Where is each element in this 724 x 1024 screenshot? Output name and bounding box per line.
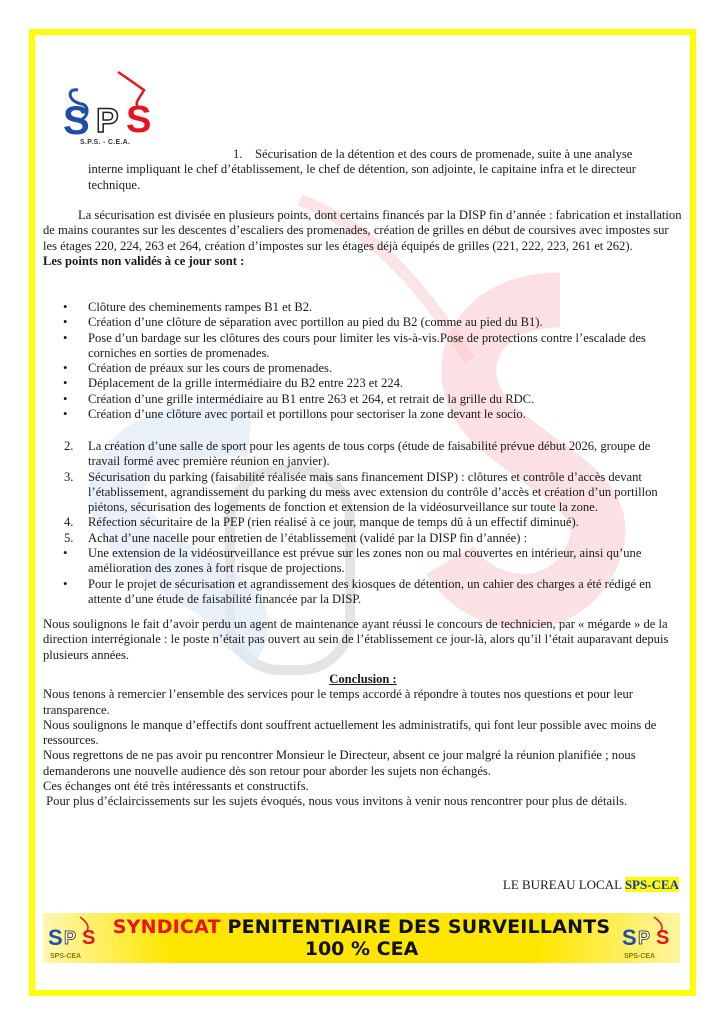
- banner-logo-right: [620, 915, 680, 961]
- intro-block: [43, 208, 683, 269]
- banner-line-1: [43, 916, 680, 938]
- item-marker: 3.: [64, 469, 74, 484]
- list-item: • Une extension de la vidéosurveillance est prévue sur les zones non ou mal couvertes en intérieur, ainsi qu’une amélioration des zones à fort risque de projections.: [63, 546, 642, 576]
- logo-letter-p: P: [96, 102, 119, 140]
- conclusion-line: Pour plus d’éclaircissements sur les sujets évoqués, nous vous invitons à venir nous rencontrer pour plus de détails.: [43, 794, 628, 809]
- not-validated-list: [43, 300, 683, 422]
- logo-letter-s2: S: [126, 99, 152, 141]
- conclusion-heading: Conclusion :: [329, 672, 397, 686]
- list-item: • Création d’une clôture de séparation avec portillon au pied du B2 (comme au pied du B1).: [63, 315, 543, 330]
- section-1: [43, 147, 683, 193]
- numbered-list: [43, 439, 683, 607]
- conclusion-line: Nous soulignons le manque d’effectifs dont souffrent actuellement les administratifs, qui font leur possible avec moins de ressources.: [43, 717, 657, 748]
- list-item: • Création de préaux sur les cours de promenades.: [63, 361, 333, 376]
- bullet-icon: •: [63, 391, 68, 406]
- banner-logo-caption: SPS-CEA: [624, 953, 656, 960]
- numbered-item: 4. Réfection sécuritaire de la PEP (rien réalisé à ce jour, manque de temps dû à un effectif diminué).: [64, 515, 579, 530]
- svg-text:S: S: [82, 927, 96, 949]
- banner-line-1-rest: PENITENTIAIRE DES SURVEILLANTS: [220, 916, 611, 938]
- list-item: • Création d’une clôture avec portail et portillons pour sectoriser la zone devant le socio.: [63, 407, 526, 422]
- bullet-icon: •: [63, 361, 68, 376]
- intro-paragraph: La sécurisation est divisée en plusieurs points, dont certains financés par la DISP fin d’année : fabrication et installation de mains courantes sur les descentes d’escaliers des promenades, création de grilles en début de coursives avec impostes sur les étages 220, 224, 263 et 264, création d’impostes sur les étages déjà équipés de grilles (221, 222, 223, 261 et 262).: [43, 208, 682, 253]
- logo-letter-s1: S: [63, 99, 90, 143]
- bullet-icon: •: [63, 576, 68, 591]
- not-validated-heading: Les points non validés à ce jour sont :: [43, 253, 245, 268]
- conclusion-line: Nous regrettons de ne pas avoir pu rencontrer Monsieur le Directeur, absent ce jour malgré la réunion planifiée ; nous demanderons une nouvelle audience dès son retour pour aborder les sujets non échangés.: [43, 748, 636, 778]
- maintenance-paragraph: Nous soulignons le fait d’avoir perdu un agent de maintenance ayant réussi le concours de technicien, par « mégarde » de la direction interrégionale : le poste n’était pas ouvert au sein de l’établissement ce jour-là, alors qu’il l’était auparavant depuis plusieurs années.: [43, 617, 669, 662]
- list-item: • Clôture des cheminements rampes B1 et B2.: [63, 300, 313, 314]
- item-marker: 2.: [64, 439, 74, 453]
- section-1-first-line: [43, 147, 683, 162]
- bullet-icon: •: [63, 407, 68, 422]
- sps-small-logo-icon: [620, 915, 680, 955]
- item-marker: 5.: [64, 530, 74, 545]
- list-item: • Pour le projet de sécurisation et agrandissement des kiosques de détention, un cahier des charges a été rédigé en attente d’une étude de faisabilité financée par la DISP.: [63, 576, 652, 606]
- numbered-item: 2. La création d’une salle de sport pour les agents de tous corps (étude de faisabilité prévue début 2026, groupe de travail formé avec première réunion en janvier).: [64, 439, 651, 469]
- banner-word-red: SYNDICAT: [112, 916, 221, 938]
- banner-line-2: 100 % CEA: [304, 938, 419, 960]
- list-item: • Pose d’un bardage sur les clôtures des cours pour limiter les vis-à-vis.Pose de protections contre l’escalade des corniches en sorties de promenades.: [63, 330, 646, 360]
- bullet-icon: •: [63, 315, 68, 330]
- signature-org: SPS-CEA: [624, 877, 679, 892]
- banner-logo-caption: SPS-CEA: [50, 953, 82, 960]
- conclusion-line: Nous tenons à remercier l’ensemble des services pour le temps accordé à répondre à toutes nos questions et pour leur transparence.: [43, 687, 633, 717]
- bullet-icon: •: [63, 546, 68, 561]
- svg-text:S: S: [48, 925, 63, 950]
- svg-text:S: S: [656, 927, 670, 949]
- signature-prefix: LE BUREAU LOCAL: [502, 877, 625, 892]
- list-item: • Déplacement de la grille intermédiaire du B2 entre 223 et 224.: [63, 376, 404, 391]
- signature: [503, 877, 679, 893]
- bullet-icon: •: [63, 376, 68, 391]
- section-1-number: 1.: [233, 147, 243, 161]
- bullet-icon: •: [63, 330, 68, 345]
- section-1-rest: interne impliquant le chef d’établissement, le chef de détention, son adjointe, le capitaine infra et le directeur technique.: [88, 162, 636, 192]
- logo-caption: S.P.S. - C.E.A.: [80, 139, 131, 146]
- item-marker: 4.: [64, 515, 74, 530]
- bullet-icon: •: [63, 300, 68, 314]
- svg-text:S: S: [622, 925, 637, 950]
- section-1-title: Sécurisation de la détention et des cours de promenade, suite à une analyse: [255, 147, 633, 161]
- footer-banner: [43, 913, 680, 963]
- conclusion-block: [43, 672, 683, 810]
- numbered-item: 3. Sécurisation du parking (faisabilité réalisée mais sans financement DISP) : clôtures et contrôle d’accès devant l’établissement, agrandissement du parking du mess avec extension du contrôle d’accès et création d’un portillon piétons, sécurisation des logements de fonction et extension de la vidéosurveillance sur toute la zone.: [64, 469, 658, 515]
- maintenance-block: [43, 617, 683, 663]
- list-item: • Création d’une grille intermédiaire au B1 entre 263 et 264, et retrait de la grille du RDC.: [63, 391, 535, 406]
- conclusion-line: Ces échanges ont été très intéressants et constructifs.: [43, 779, 309, 794]
- numbered-item: 5. Achat d’une nacelle pour entretien de l’établissement (validé par la DISP fin d’année) :: [64, 530, 528, 545]
- svg-text:P: P: [638, 928, 651, 948]
- svg-text:P: P: [64, 928, 77, 948]
